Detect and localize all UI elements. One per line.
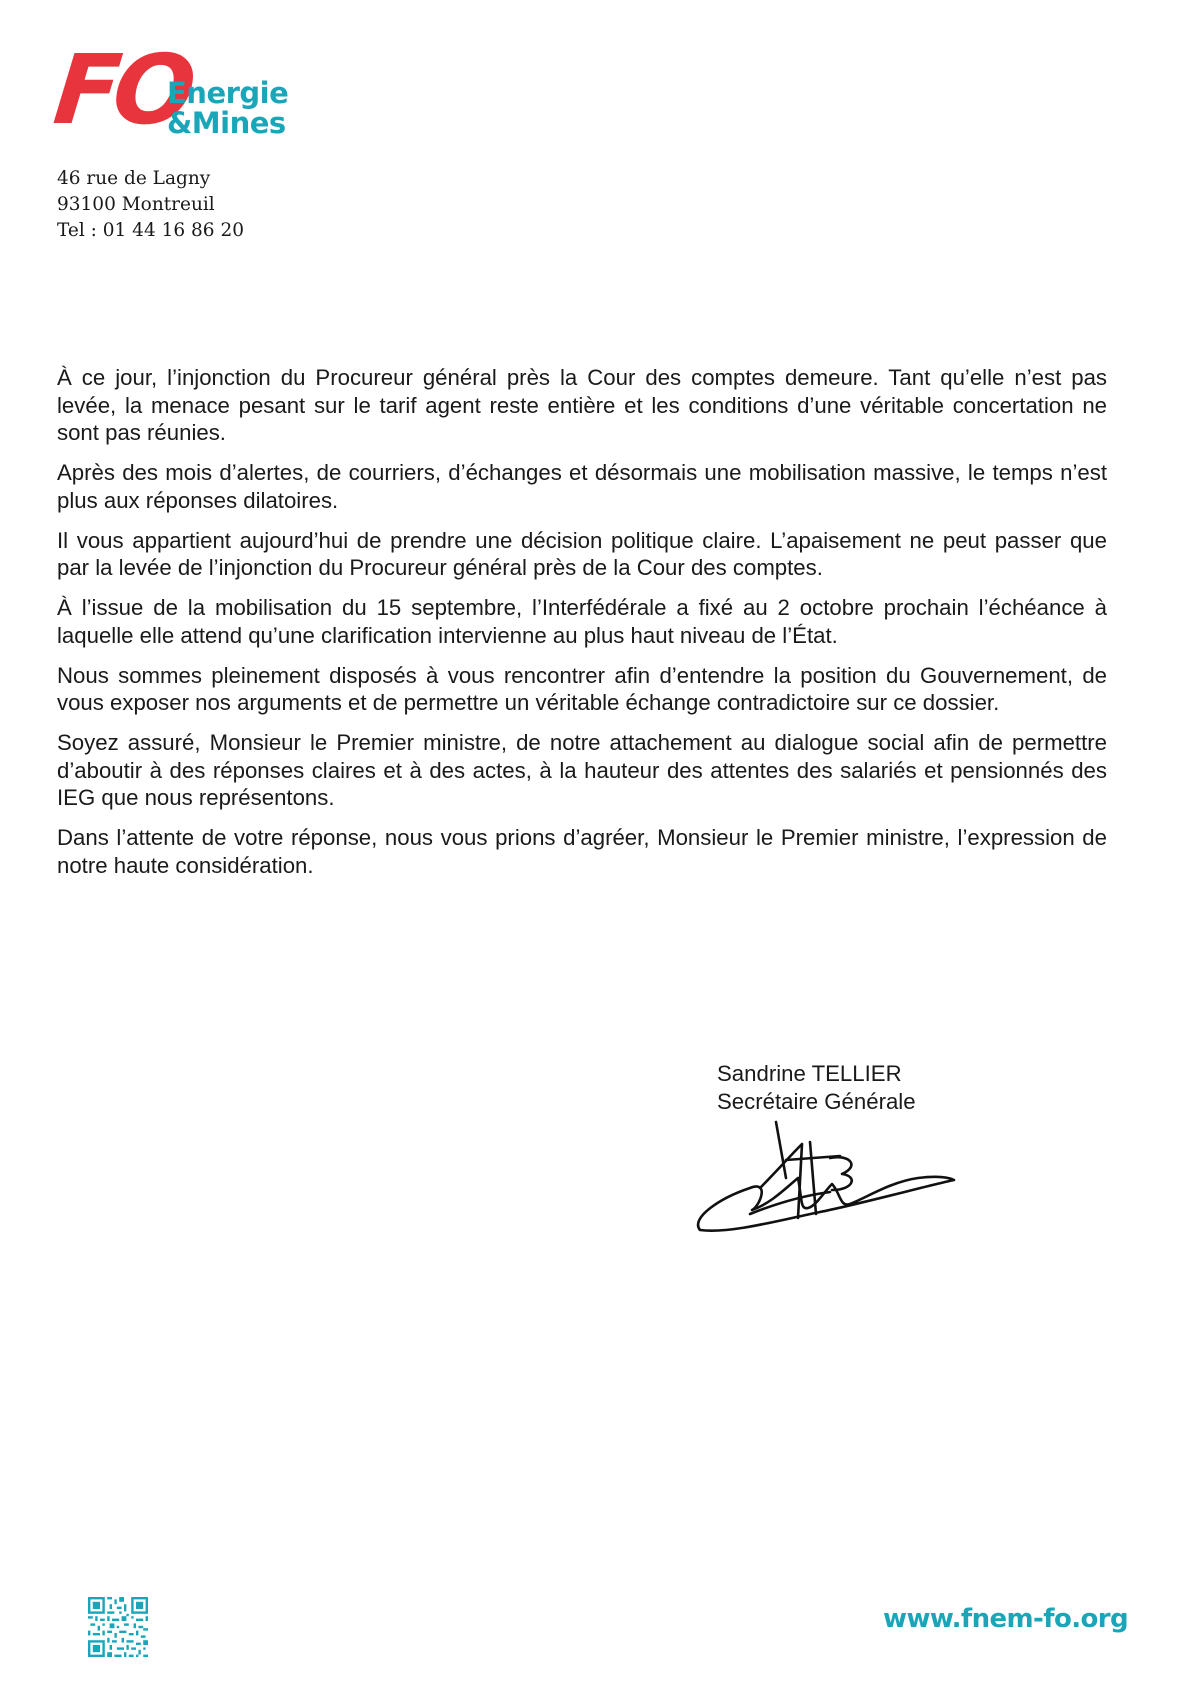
- signatory-block: [717, 1060, 916, 1115]
- paragraph: À ce jour, l’injonction du Procureur général près la Cour des comptes demeure. Tant qu’elle n’est pas levée, la menace pesant sur le tarif agent reste entière et les conditions d’une véritable concertation ne sont pas réunies.: [57, 365, 1107, 445]
- paragraph: Il vous appartient aujourd’hui de prendre une décision politique claire. L’apaisement ne peut passer que par la levée de l’injonction du Procureur général près de la Cour des comptes.: [57, 527, 1107, 580]
- website-link[interactable]: www.fnem-fo.org: [883, 1604, 1128, 1634]
- paragraph: Nous sommes pleinement disposés à vous rencontrer afin d’entendre la position du Gouvernement, de vous exposer nos arguments et de permettre un véritable échange contradictoire sur ce dossier.: [57, 662, 1107, 715]
- logo-line-1: Energie: [167, 76, 289, 110]
- signatory-title: Secrétaire Générale: [717, 1088, 916, 1114]
- sender-address: [57, 166, 244, 244]
- logo-mark: FO: [49, 34, 195, 146]
- fo-energie-mines-logo: [49, 34, 305, 146]
- logo-line-2: &Mines: [167, 106, 286, 140]
- paragraph: Dans l’attente de votre réponse, nous vous prions d’agréer, Monsieur le Premier ministre, l’expression de notre haute considération.: [57, 825, 1107, 878]
- signature-icon: [690, 1118, 970, 1238]
- address-street: 46 rue de Lagny: [57, 168, 211, 189]
- paragraph: Après des mois d’alertes, de courriers, d’échanges et désormais une mobilisation massive, le temps n’est plus aux réponses dilatoires.: [57, 460, 1107, 513]
- address-phone: Tel : 01 44 16 86 20: [57, 220, 244, 241]
- paragraph: Soyez assuré, Monsieur le Premier ministre, de notre attachement au dialogue social afin de permettre d’aboutir à des réponses claires et à des actes, à la hauteur des attentes des salariés et pensionnés des IEG que nous représentons.: [57, 730, 1107, 810]
- address-city: 93100 Montreuil: [57, 194, 215, 215]
- qr-code-icon: [88, 1597, 148, 1657]
- paragraph: À l’issue de la mobilisation du 15 septembre, l’Interfédérale a fixé au 2 octobre prochain l’échéance à laquelle elle attend qu’une clarification intervienne au plus haut niveau de l’État.: [57, 595, 1107, 648]
- signatory-name: Sandrine TELLIER: [717, 1061, 902, 1086]
- logo-wordmark: [167, 78, 288, 138]
- letter-body: [57, 364, 1107, 892]
